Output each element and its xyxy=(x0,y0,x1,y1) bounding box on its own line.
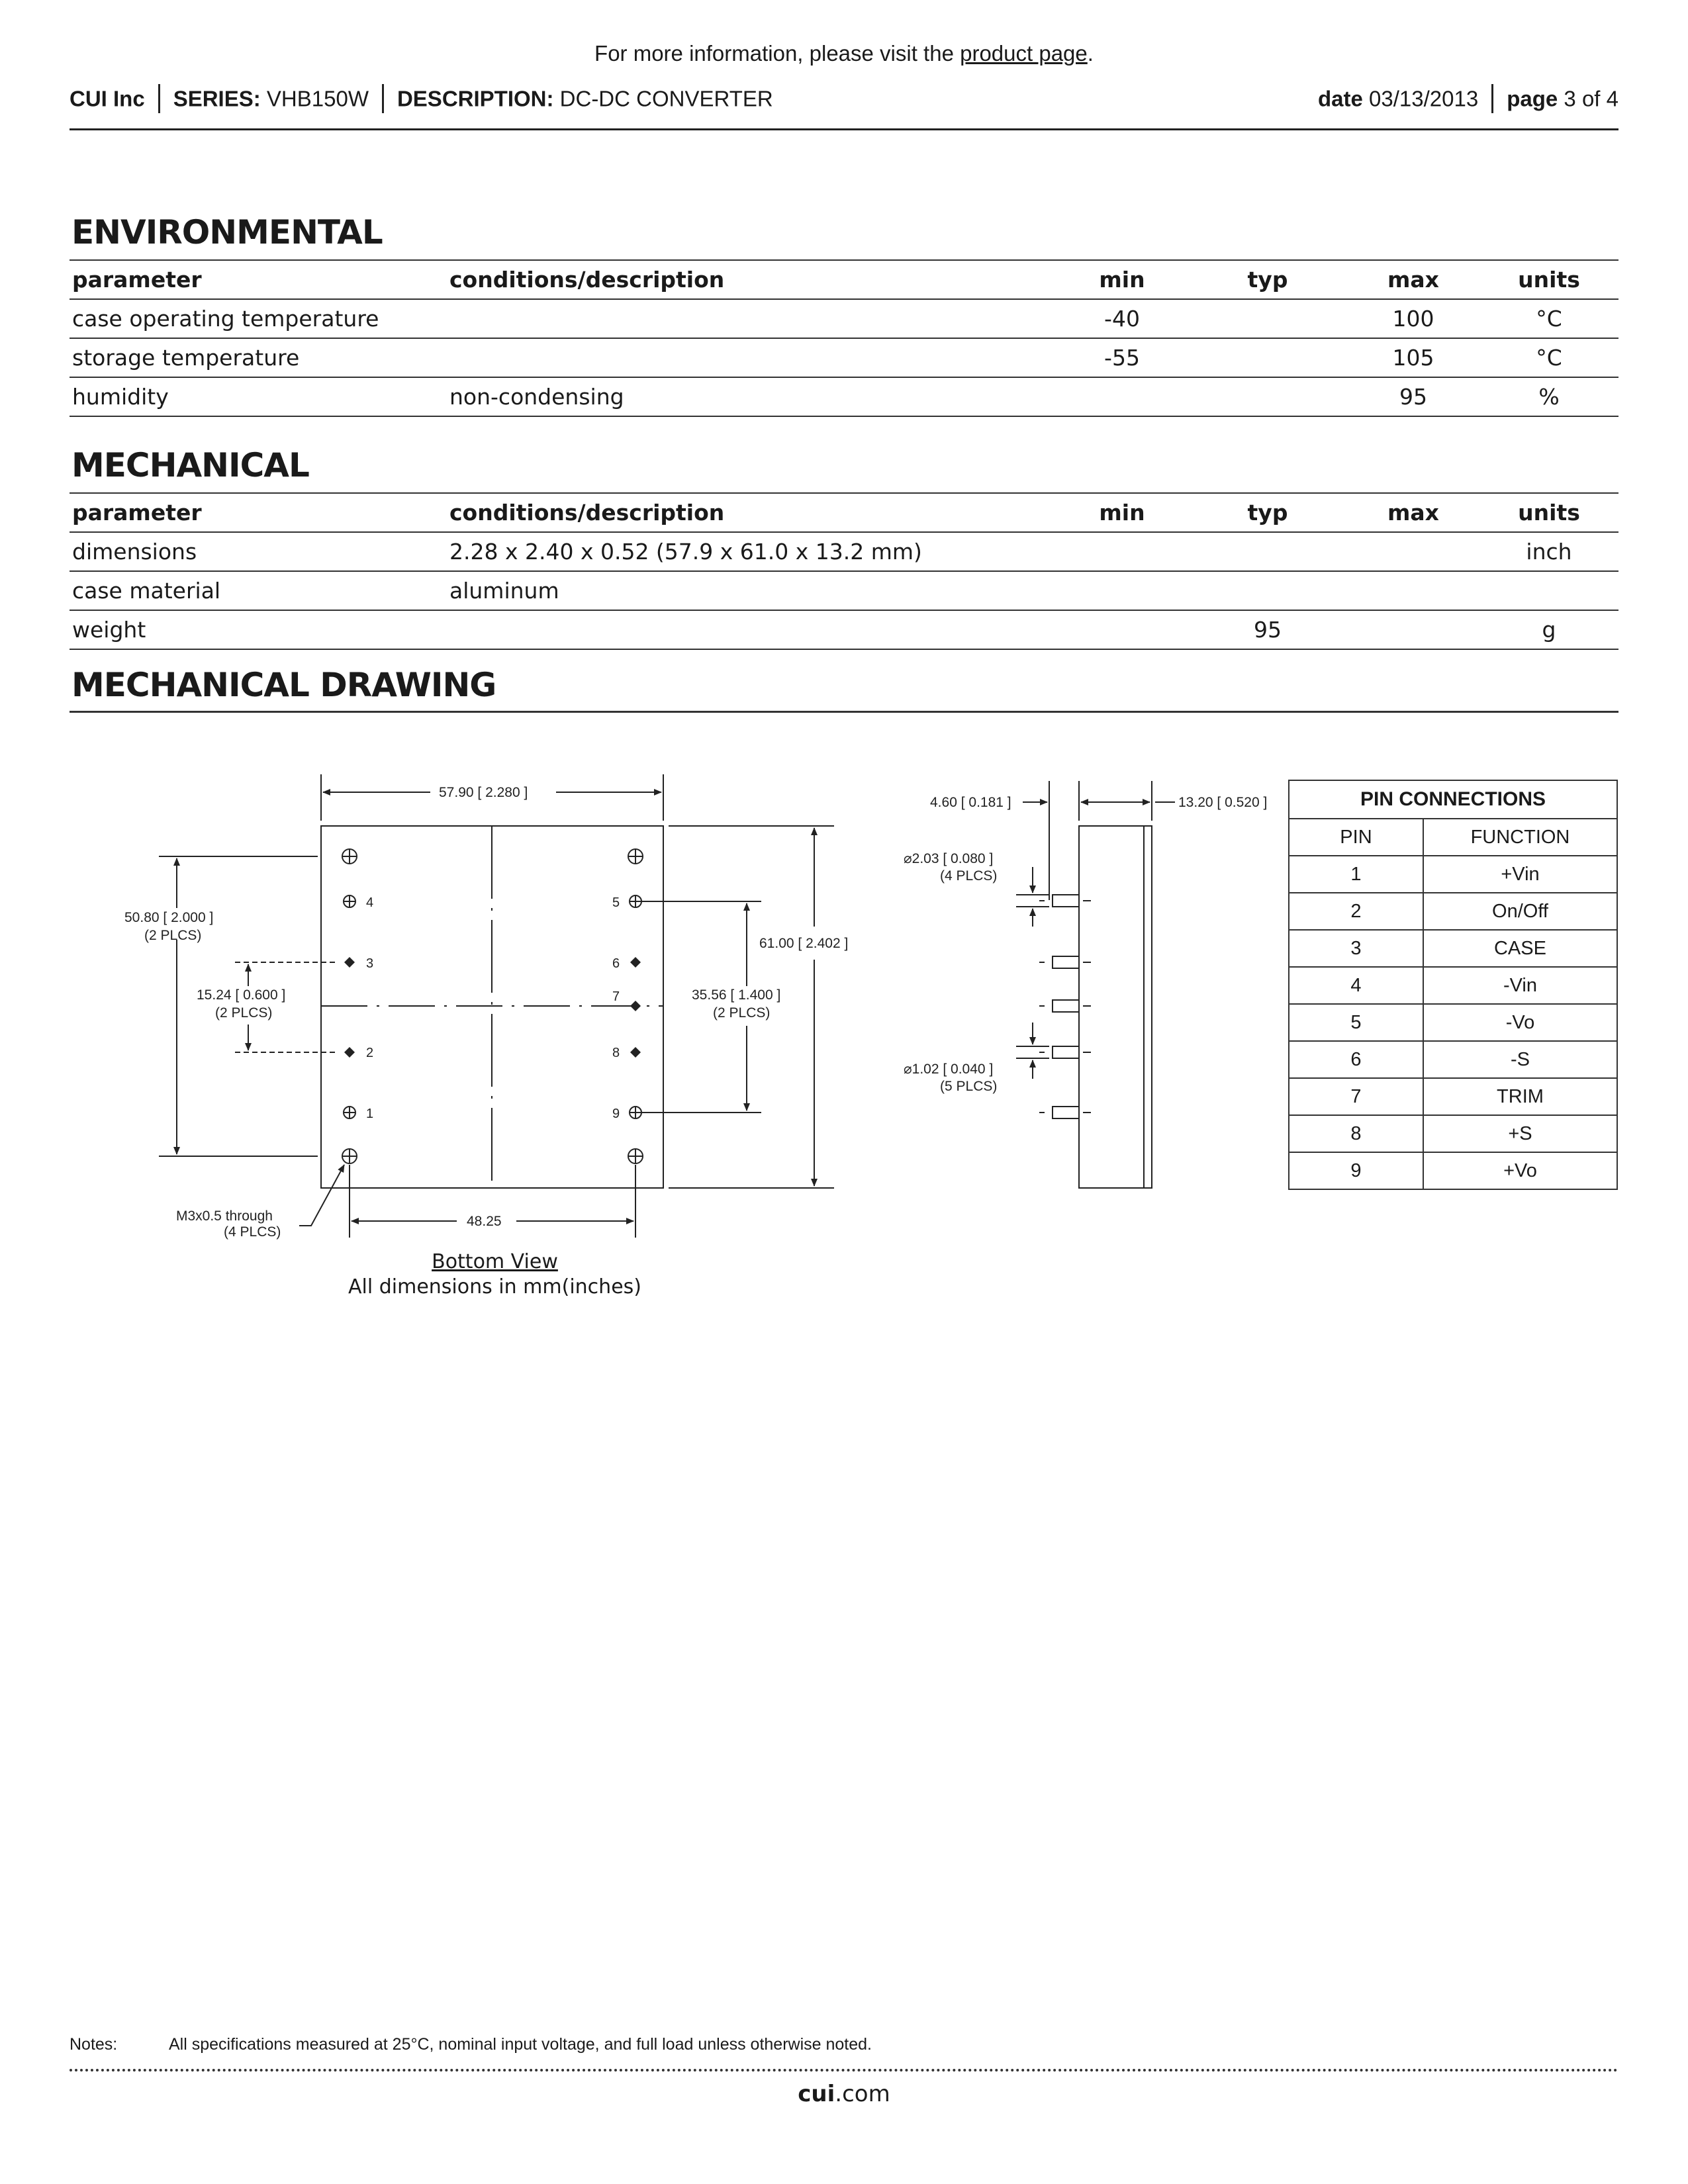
pin-icon xyxy=(630,957,641,968)
dia-102-plcs: (5 PLCS) xyxy=(940,1079,998,1094)
pin-label-7: 7 xyxy=(612,989,620,1004)
dim-15-plcs: (2 PLCS) xyxy=(215,1005,273,1021)
product-page-note: For more information, please visit the product page. xyxy=(594,41,1094,66)
header-units: units xyxy=(1479,493,1618,532)
caption-subtitle: All dimensions in mm(inches) xyxy=(348,1275,641,1298)
table-row: 8 +S xyxy=(1289,1115,1617,1152)
dim-15-text: 15.24 [ 0.600 ] xyxy=(197,987,286,1003)
page-value: 3 of 4 xyxy=(1564,86,1618,111)
series-value: VHB150W xyxy=(266,86,369,111)
side-pin-large xyxy=(1053,1107,1079,1118)
table-row: 9 +Vo xyxy=(1289,1152,1617,1189)
dim-48-text: 48.25 xyxy=(467,1214,502,1229)
header-conditions: conditions/description xyxy=(447,260,1056,299)
header-max: max xyxy=(1347,493,1479,532)
company-name: CUI Inc xyxy=(70,86,145,111)
notes xyxy=(70,2035,872,2054)
pin-label-6: 6 xyxy=(612,956,620,971)
table-row: dimensions 2.28 x 2.40 x 0.52 (57.9 x 61.0 x 13.2 mm) inch xyxy=(70,532,1618,571)
notes-text: All specifications measured at 25°C, nominal input voltage, and full load unless otherwise noted. xyxy=(169,2035,872,2054)
pin-label-3: 3 xyxy=(366,956,374,971)
dia-102-text: ⌀1.02 [ 0.040 ] xyxy=(904,1062,994,1077)
dim-35-plcs: (2 PLCS) xyxy=(713,1005,771,1021)
pin-icon xyxy=(630,1047,641,1058)
header-conditions: conditions/description xyxy=(447,493,1056,532)
pin-label-4: 4 xyxy=(366,895,374,910)
mechanical-drawing-title: MECHANICAL DRAWING xyxy=(71,666,496,704)
table-header-row xyxy=(1289,819,1617,856)
footer-dotted-rule xyxy=(70,2069,1618,2071)
description-label: DESCRIPTION: xyxy=(397,86,554,111)
dim-1320-text: 13.20 [ 0.520 ] xyxy=(1178,795,1268,810)
header-pin: PIN xyxy=(1289,819,1423,856)
page-label: page xyxy=(1507,86,1558,111)
table-row: 7 TRIM xyxy=(1289,1078,1617,1115)
header-function: FUNCTION xyxy=(1423,819,1617,856)
dim-35-text: 35.56 [ 1.400 ] xyxy=(692,987,781,1003)
table-row: storage temperature -55 105 °C xyxy=(70,338,1618,377)
header-parameter: parameter xyxy=(70,493,447,532)
mechanical-title: MECHANICAL xyxy=(71,446,309,484)
table-row: 1 +Vin xyxy=(1289,856,1617,893)
drawing-caption xyxy=(0,1250,990,1300)
dia-203-plcs: (4 PLCS) xyxy=(940,868,998,884)
mount-hole-text: M3x0.5 through xyxy=(176,1208,273,1224)
pin-label-2: 2 xyxy=(366,1046,374,1060)
table-row: case material aluminum xyxy=(70,571,1618,610)
notes-label: Notes: xyxy=(70,2035,118,2054)
pin-label-9: 9 xyxy=(612,1107,620,1121)
dim-width-text: 57.90 [ 2.280 ] xyxy=(439,785,528,800)
pin-label-8: 8 xyxy=(612,1046,620,1060)
dim-460-text: 4.60 [ 0.181 ] xyxy=(930,795,1011,810)
header-max: max xyxy=(1347,260,1479,299)
pin-label-1: 1 xyxy=(366,1107,374,1121)
header-typ: typ xyxy=(1188,260,1347,299)
dim-50-plcs: (2 PLCS) xyxy=(144,928,202,943)
header-units: units xyxy=(1479,260,1618,299)
side-pin-large xyxy=(1053,895,1079,907)
pin-connections-table xyxy=(1288,780,1618,1190)
caption-title: Bottom View xyxy=(432,1250,558,1273)
side-view-body xyxy=(1079,826,1152,1188)
mount-hole-plcs: (4 PLCS) xyxy=(224,1224,281,1240)
header-min: min xyxy=(1056,493,1188,532)
dim-50-text: 50.80 [ 2.000 ] xyxy=(124,910,214,925)
description-value: DC-DC CONVERTER xyxy=(559,86,773,111)
product-page-link[interactable]: product page xyxy=(960,41,1088,66)
environmental-title: ENVIRONMENTAL xyxy=(71,213,383,251)
footer-url[interactable]: cui.com xyxy=(798,2081,890,2107)
table-row: weight 95 g xyxy=(70,610,1618,649)
dia-203-text: ⌀2.03 [ 0.080 ] xyxy=(904,851,994,866)
header-parameter: parameter xyxy=(70,260,447,299)
table-row: 5 -Vo xyxy=(1289,1004,1617,1041)
side-pin xyxy=(1053,1000,1079,1012)
table-row: case operating temperature -40 100 °C xyxy=(70,299,1618,338)
table-row: 2 On/Off xyxy=(1289,893,1617,930)
pin-icon xyxy=(630,1001,641,1011)
pin-connections-title: PIN CONNECTIONS xyxy=(1289,780,1617,819)
side-pin xyxy=(1053,1046,1079,1058)
series-label: SERIES: xyxy=(173,86,261,111)
header-typ: typ xyxy=(1188,493,1347,532)
date-value: 03/13/2013 xyxy=(1369,86,1479,111)
pin-icon xyxy=(344,1047,355,1058)
header-min: min xyxy=(1056,260,1188,299)
table-row: humidity non-condensing 95 % xyxy=(70,377,1618,416)
pin-label-5: 5 xyxy=(612,895,620,910)
table-row: 6 -S xyxy=(1289,1041,1617,1078)
table-row: 3 CASE xyxy=(1289,930,1617,967)
date-label: date xyxy=(1318,86,1363,111)
dim-61-text: 61.00 [ 2.402 ] xyxy=(759,936,849,951)
side-pin xyxy=(1053,956,1079,968)
pin-icon xyxy=(344,957,355,968)
table-row: 4 -Vin xyxy=(1289,967,1617,1004)
